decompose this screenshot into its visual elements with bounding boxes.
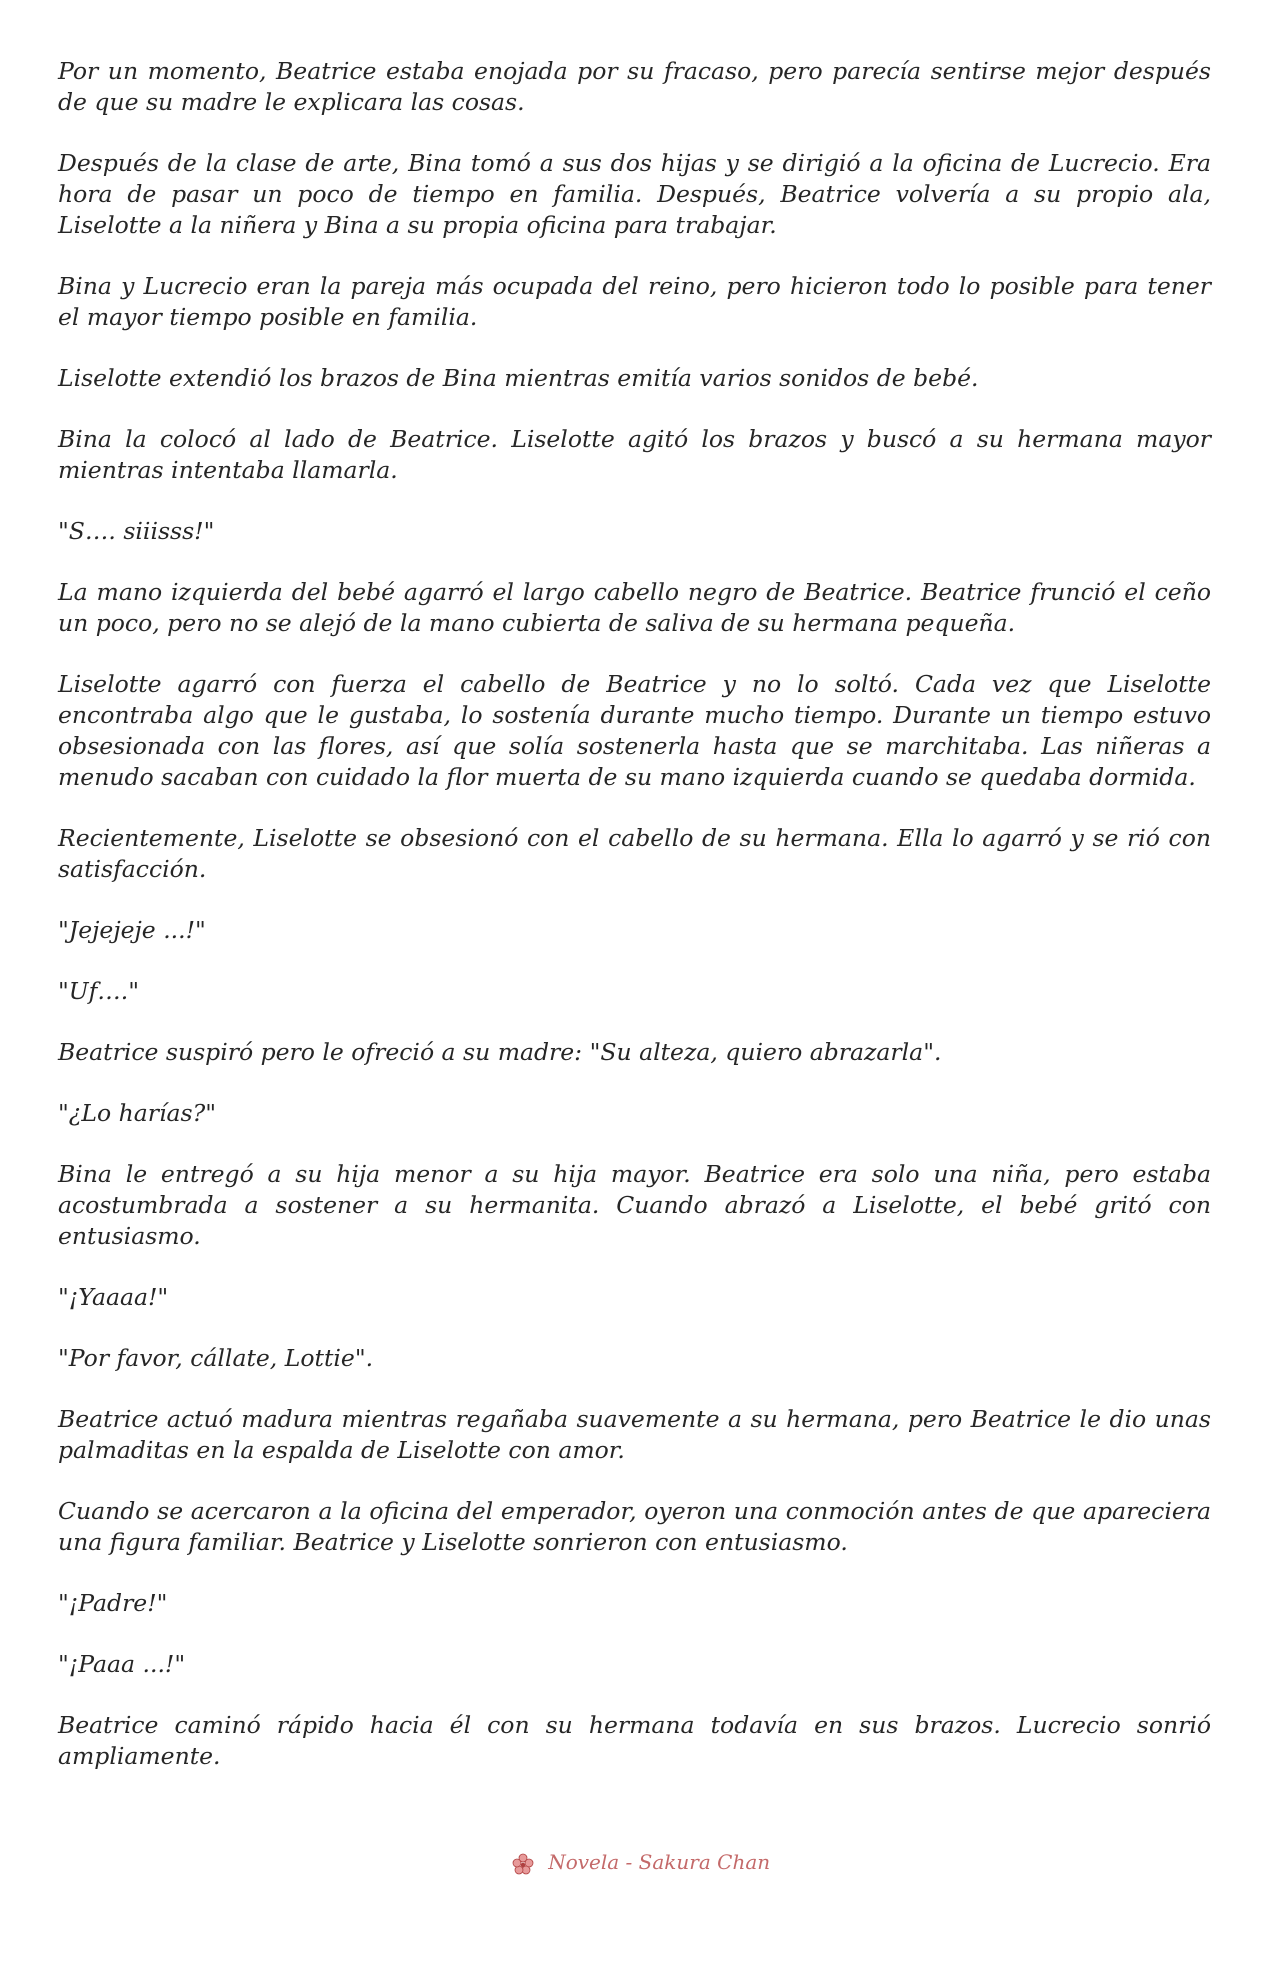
cherry-blossom-icon xyxy=(510,1851,536,1877)
paragraph: Bina le entregó a su hija menor a su hija mayor. Beatrice era solo una niña, pero estaba acostumbrada a sostener a su hermanita. Cuando abrazó a Liselotte, el bebé gritó con entusiasmo. xyxy=(58,1160,1211,1250)
paragraph: Liselotte extendió los brazos de Bina mientras emitía varios sonidos de bebé. xyxy=(58,364,979,392)
dialogue-line: "Por favor, cállate, Lottie". xyxy=(58,1344,374,1372)
dialogue-line: "Uf…." xyxy=(58,977,140,1005)
paragraph: Liselotte agarró con fuerza el cabello de Beatrice y no lo soltó. Cada vez que Liselotte encontraba algo que le gustaba, lo sostenía durante mucho tiempo. Durante un tiempo estuvo obsesionada con las flores, así que solía sostenerla hasta que se marchitaba. Las niñeras a menudo sacaban con cuidado la flor muerta de su mano izquierda cuando se quedaba dormida. xyxy=(58,670,1211,791)
paragraph: Por un momento, Beatrice estaba enojada por su fracaso, pero parecía sentirse mejor después de que su madre le explicara las cosas. xyxy=(58,57,1211,116)
dialogue-line: "Jejejeje ...!" xyxy=(58,916,206,944)
footer-watermark xyxy=(0,1850,1280,1877)
dialogue-line: "¿Lo harías?" xyxy=(58,1099,217,1127)
footer-text: Novela - Sakura Chan xyxy=(548,1850,771,1874)
dialogue-line: "¡Padre!" xyxy=(58,1589,168,1617)
dialogue-line: "¡Yaaaa!" xyxy=(58,1283,169,1311)
paragraph: Recientemente, Liselotte se obsesionó con el cabello de su hermana. Ella lo agarró y se rió con satisfacción. xyxy=(58,824,1211,883)
document-body xyxy=(58,56,1211,1802)
paragraph: Bina la colocó al lado de Beatrice. Liselotte agitó los brazos y buscó a su hermana mayor mientras intentaba llamarla. xyxy=(58,425,1211,484)
paragraph: Bina y Lucrecio eran la pareja más ocupada del reino, pero hicieron todo lo posible para tener el mayor tiempo posible en familia. xyxy=(58,272,1211,331)
paragraph: Beatrice suspiró pero le ofreció a su madre: "Su alteza, quiero abrazarla". xyxy=(58,1038,942,1066)
paragraph: Beatrice actuó madura mientras regañaba suavemente a su hermana, pero Beatrice le dio unas palmaditas en la espalda de Liselotte con amor. xyxy=(58,1405,1211,1464)
paragraph: Beatrice caminó rápido hacia él con su hermana todavía en sus brazos. Lucrecio sonrió ampliamente. xyxy=(58,1711,1211,1770)
paragraph: Cuando se acercaron a la oficina del emperador, oyeron una conmoción antes de que apareciera una figura familiar. Beatrice y Liselotte sonrieron con entusiasmo. xyxy=(58,1497,1211,1556)
dialogue-line: "¡Paaa ...!" xyxy=(58,1650,186,1678)
paragraph: La mano izquierda del bebé agarró el largo cabello negro de Beatrice. Beatrice frunció el ceño un poco, pero no se alejó de la mano cubierta de saliva de su hermana pequeña. xyxy=(58,578,1211,637)
dialogue-line: "S…. siiisss!" xyxy=(58,517,215,545)
paragraph: Después de la clase de arte, Bina tomó a sus dos hijas y se dirigió a la oficina de Lucrecio. Era hora de pasar un poco de tiempo en familia. Después, Beatrice volvería a su propio ala, Liselotte a la niñera y Bina a su propia oficina para trabajar. xyxy=(58,149,1211,239)
